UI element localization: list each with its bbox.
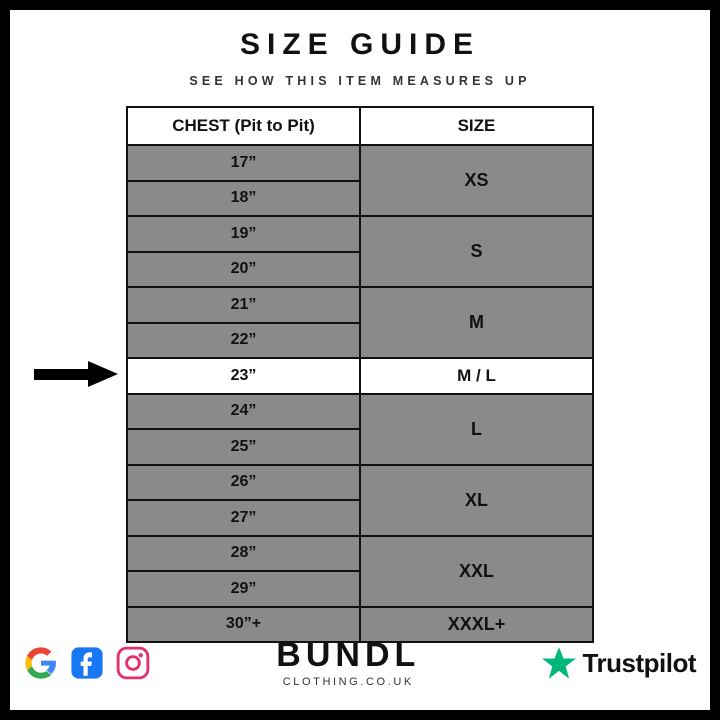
table-header-row [127,107,593,145]
cell-chest: 17” [127,145,360,181]
table-row [127,394,593,430]
cell-chest: 19” [127,216,360,252]
cell-size: XS [360,145,593,216]
trustpilot-star-icon [541,645,577,681]
cell-chest: 21” [127,287,360,323]
table-row [127,216,593,252]
trustpilot-logo[interactable] [541,645,696,681]
footer [10,626,710,700]
page-title: SIZE GUIDE [239,28,481,61]
social-links [24,646,150,680]
column-header-size: SIZE [360,107,593,145]
brand-name: BUNDL [276,636,421,674]
google-icon[interactable] [24,646,58,680]
cell-chest: 28” [127,536,360,572]
table-body [127,145,593,642]
cell-size: S [360,216,593,287]
cell-chest: 22” [127,323,360,359]
size-table [126,106,594,643]
table-row [127,145,593,181]
table-row [127,536,593,572]
page-subtitle: SEE HOW THIS ITEM MEASURES UP [189,74,531,88]
cell-chest: 26” [127,465,360,501]
size-guide-card [10,10,710,710]
cell-size: XXXL+ [360,607,593,643]
brand-logo [276,638,420,688]
table-row-highlighted [127,358,593,394]
table-row [127,287,593,323]
cell-chest: 25” [127,429,360,465]
cell-chest: 20” [127,252,360,288]
cell-size: M [360,287,593,358]
cell-chest: 18” [127,181,360,217]
size-table-container [126,106,594,643]
cell-chest: 23” [127,358,360,394]
cell-chest: 29” [127,571,360,607]
cell-chest: 27” [127,500,360,536]
trustpilot-label: Trustpilot [582,647,696,678]
cell-size: XXL [360,536,593,607]
table-row [127,465,593,501]
cell-size: M / L [360,358,593,394]
right-arrow-icon [34,361,120,387]
facebook-icon[interactable] [70,646,104,680]
brand-subtitle: CLOTHING.CO.UK [282,676,414,688]
cell-size: L [360,394,593,465]
cell-chest: 30”+ [127,607,360,643]
cell-size: XL [360,465,593,536]
column-header-chest: CHEST (Pit to Pit) [127,107,360,145]
instagram-icon[interactable] [116,646,150,680]
cell-chest: 24” [127,394,360,430]
